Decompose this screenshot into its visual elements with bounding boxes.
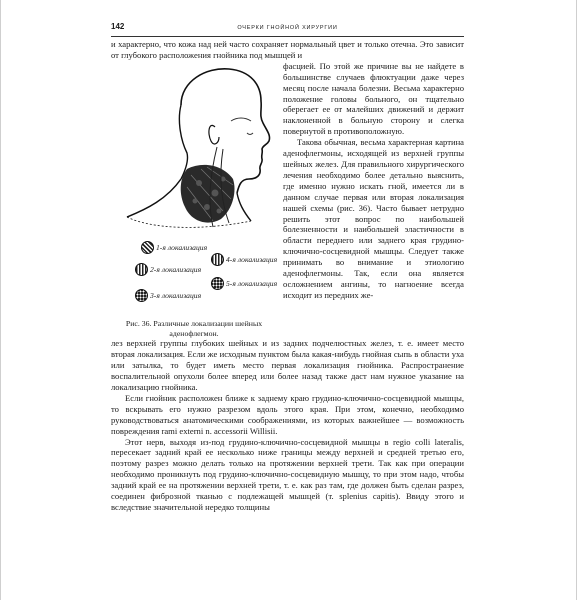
book-page [111,22,464,513]
page-header [111,22,464,37]
running-title: ОЧЕРКИ ГНОЙНОЙ ХИРУРГИИ [237,25,338,31]
striped-circle-icon [135,263,148,276]
top-paragraph: и характерно, что кожа над ней часто сохраняет нормальный цвет и только отечна. Это зависит от глубокого расположения гнойника под мышцей и [111,39,464,60]
legend-label-3: 3-я локализация [150,290,202,300]
figure-legend [111,239,277,315]
dotted-circle-icon [211,277,224,290]
neck-anatomy-illustration [111,61,277,239]
full-paragraph-3: Этот нерв, выходя из-под грудино-ключично-сосцевидной мышцы в regio colli lateralis, пересекает задний край ее несколько ниже границы между верхней и средней третью его, поэтому разрез можно делать только на протяжении верхней трети. Так как при операции необходимо проникнуть под грудино-ключично-сосцевидную мышцу, то при этом надо, чтобы задний край ее на протяжении верхней трети, т. е. как раз там, где должен быть сделан разрез, соединен фиброзной тканью с подлежащей мышцей (т. splenius capitis). Ввиду этого и вследствие значительной нередко толщины [111,436,464,512]
full-paragraph-1: лез верхней группы глубоких шейных и из задних подчелюстных желез, т. е. имеет место вторая локализация. Если же исходным пунктом была какая-нибудь гнойная сыпь в области уха или затылка, то будет иметь место первая локализация гнойника. Распространение воспалительной опухоли более вперед или более назад также даст нам нужное указание на локализацию гнойника. [111,338,464,393]
legend-item-5 [211,277,277,290]
legend-label-4: 4-я локализация [226,254,278,264]
right-paragraph-2: Такова обычная, весьма характерная картина аденофлегмоны, исходящей из верхней группы шейных желез. Для правильного хирургического лечения необходимо более детально выяснить, где именно нужно искать гной, имеется ли в данном случае первая или вторая локализация нашей схемы (рис. 36). Часто бывает нетрудно решить этот вопрос по наибольшей болезненности и наибольшей эластичности в области переднего или заднего края грудино-ключично-сосцевидной мышцы. Следует также принимать во внимание и этиологию аденофлегмоны. Так, если она является осложнением ангины, то нагноение всегда исходит из передних же- [283,137,464,300]
right-text-column [277,61,464,339]
legend-label-1: 1-я локализация [156,242,208,252]
right-paragraph-1: фасцией. По этой же причине вы не найдете в большинстве случаев флюктуации даже через месяц после начала болезни. Весьма характерно положение головы больного, он тщательно оберегает ее от малейших движений и держит наклоненной в больную сторону и слегка повернутой в противоположную. [283,60,464,137]
legend-label-5: 5-я локализация [226,278,278,288]
legend-item-3 [135,289,201,302]
legend-item-1 [141,241,207,254]
figure-caption: Рис. 36. Различные локализации шейных аденофлегмон. [125,318,263,338]
striped-circle-icon [211,253,224,266]
legend-label-2: 2-я локализация [150,264,202,274]
page-number: 142 [111,22,125,31]
figure-and-text-row [111,61,464,339]
figure-36 [111,61,277,339]
legend-item-4 [211,253,277,266]
hatched-circle-icon [141,241,154,254]
legend-item-2 [135,263,201,276]
dotted-circle-icon [135,289,148,302]
full-paragraph-2: Если гнойник расположен ближе к заднему краю грудино-ключично-сосцевидной мышцы, то вскрывать его нужно разрезом вдоль этого края. При этом, конечно, необходимо руководствоваться анатомическими соображениями, из которых важнейшее — возможность повреждения rami externi n. accessorii Willisii. [111,392,464,436]
